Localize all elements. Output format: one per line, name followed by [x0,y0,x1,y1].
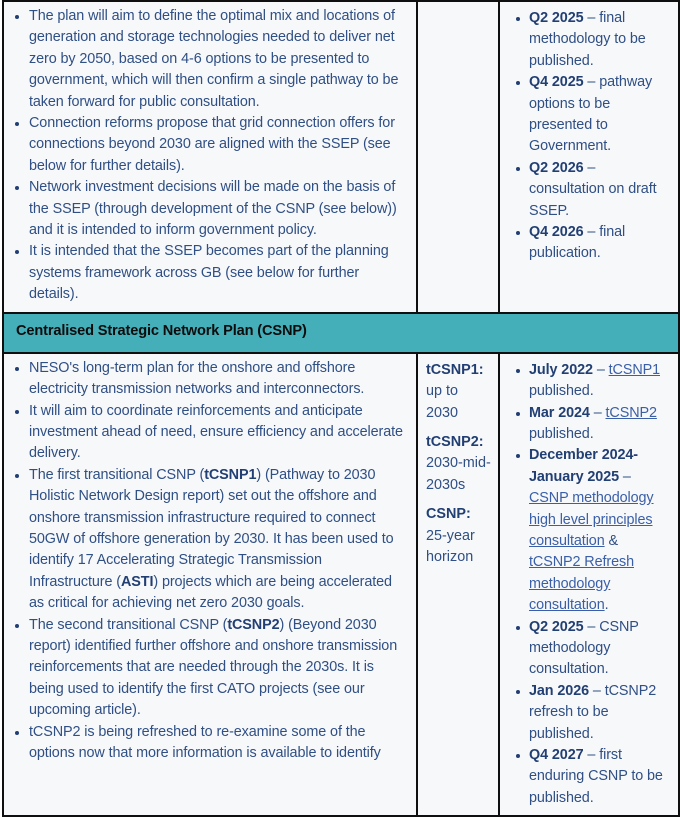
dates-bullet-list [508,360,672,810]
cell-period [417,1,499,313]
milestone-text: – final methodology to be published. [529,10,646,69]
milestone-text: – final publication. [529,224,626,262]
period-value: 2030-mid-2030s [426,455,491,493]
period-entry [426,504,492,568]
cell-description [3,353,417,817]
text-run: It will aim to coordinate reinforcements and anticipate investment ahead of need, ensure efficiency and accelerate delivery. [29,402,403,462]
list-item [508,403,672,446]
text-run: tCSNP2 is being refreshed to re-examine some of the options now that more information is available to identify [29,723,381,761]
description-content [4,2,416,312]
text-run: – first enduring CSNP to be published. [529,747,663,806]
section-banner-row [3,313,679,353]
milestone-label: Q4 2025 [529,74,584,91]
list-item: Connection reforms propose that grid connection offers for connections beyond 2030 are aligned with the SSEP (see below for further details). [10,113,408,177]
text-run: published. [529,383,594,400]
description-bullet-list [10,358,408,765]
emphasis-text: December 2024-January 2025 [529,447,638,485]
text-run: published. [529,425,594,442]
text-run: NESO's long-term plan for the onshore and offshore electricity transmission networks and interconnectors. [29,359,365,398]
section-banner [4,314,678,352]
list-item [508,222,672,265]
milestone-text: – pathway options to be presented to Government. [529,74,653,155]
milestone-label: Q2 2026 [529,159,584,176]
section-banner-title: Centralised Strategic Network Plan (CSNP) [16,322,307,339]
milestone-label: Q2 2025 [529,10,584,26]
inline-link[interactable]: CSNP methodology high level principles consultation [529,490,654,549]
comparison-table [2,0,680,817]
list-item [508,445,672,616]
period-entry [426,432,492,496]
list-item [10,401,408,465]
period-content [418,2,498,14]
text-run: The second transitional CSNP ( [29,616,228,633]
cell-dates [499,353,679,817]
text-run: The first transitional CSNP ( [29,466,205,483]
description-bullet-list [10,6,408,306]
emphasis-text: July 2022 [529,361,593,378]
list-item [508,8,672,72]
text-run: – CSNP methodology consultation. [529,618,639,678]
list-item [508,745,672,809]
text-run: . [604,597,609,614]
cell-period [417,353,499,817]
inline-link[interactable]: tCSNP1 [608,361,661,378]
text-run: ) (Pathway to 2030 Holistic Network Design report) set out the offshore and onshore transmission infrastructure required to connect 50GW of offshore generation by 2030. It has been used to identify 17 Accelerating Strategic Transmission Infrastructure ( [29,466,394,590]
table-row [3,353,679,817]
cell-dates [499,1,679,313]
list-item [10,465,408,615]
description-content [4,354,416,771]
milestone-label: Q4 2026 [529,224,584,241]
emphasis-text: Q4 2027 [529,747,584,763]
text-run: & [604,532,619,549]
period-label: CSNP: [426,506,471,523]
list-item [508,72,672,158]
list-item: It is intended that the SSEP becomes part of the planning systems framework across GB (see below for further details). [10,241,408,305]
dates-content [500,354,678,816]
period-entry [426,360,492,424]
emphasis-text: ASTI [120,573,154,590]
dates-content [500,2,678,271]
list-item [10,615,408,722]
text-run: ) projects which are being accelerated as critical for achieving net zero 2030 goals. [29,573,392,612]
emphasis-text: Q2 2025 [529,618,584,635]
period-value: 25-year horizon [426,527,475,565]
period-label: tCSNP1: [426,361,484,378]
list-item [508,158,672,222]
emphasis-text: tCSNP1 [204,466,257,483]
list-item [10,358,408,401]
period-label: tCSNP2: [426,433,484,450]
inline-link[interactable]: tCSNP2 [605,404,657,421]
period-value: up to 2030 [426,383,459,421]
list-item [508,360,672,403]
emphasis-text: Jan 2026 [529,682,590,699]
list-item: Network investment decisions will be made on the basis of the SSEP (through development of the CSNP (see below)) and it is intended to inform government policy. [10,177,408,241]
table-row [3,1,679,313]
text-run: – [619,468,631,485]
text-run: ) (Beyond 2030 report) identified further offshore and onshore transmission reinforcements that are needed through the 2030s. It is being used to identify the first CATO projects (see our upcoming article). [29,616,398,719]
section-banner-cell [3,313,679,353]
period-content [418,354,498,575]
emphasis-text: Mar 2024 [529,404,590,421]
inline-link[interactable]: tCSNP2 Refresh methodology consultation [529,554,634,614]
list-item: The plan will aim to define the optimal mix and locations of generation and storage technologies needed to deliver net zero by 2050, based on 4-6 options to be presented to government, which will then confirm a single pathway to be taken forward for public consultation. [10,6,408,113]
text-run: – tCSNP2 refresh to be published. [529,682,657,742]
text-run: – [592,361,609,378]
text-run: – [589,404,606,421]
list-item [508,617,672,681]
dates-bullet-list [508,8,672,265]
table-body [3,1,679,816]
list-item [10,722,408,765]
milestone-text: – consultation on draft SSEP. [529,159,657,219]
emphasis-text: tCSNP2 [227,616,280,633]
cell-description [3,1,417,313]
list-item [508,681,672,745]
